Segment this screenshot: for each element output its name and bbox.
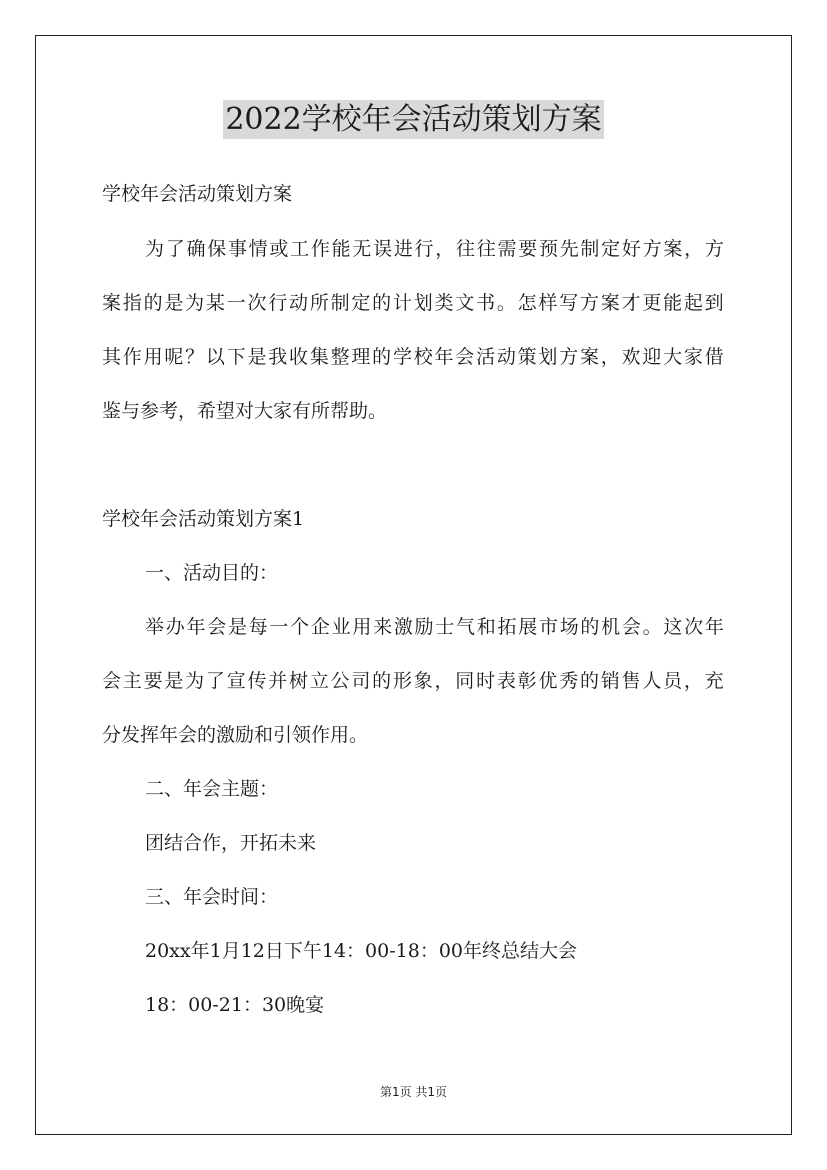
time-line-1: 20xx年1月12日下午14：00-18：00年终总结大会 [145,940,578,962]
heading-theme: 二、年会主题： [145,778,279,800]
document-title: 2022学校年会活动策划方案 [225,102,602,137]
purpose-line: 分发挥年会的激励和引领作用。 [102,724,369,746]
heading-time: 三、年会时间： [145,886,279,908]
purpose-line: 会 主 要 是 为 了 宣 传 并 树 立 公 司 的 形 象 ， 同 时 表 彰 优 秀 的 销 售 人 员 ， 充 [102,670,724,692]
page-footer: 第1页 共1页 [379,1085,448,1099]
intro-line: 案 指 的 是 为 某 一 次 行 动 所 制 定 的 计 划 类 文 书 。 怎 样 写 方 案 才 更 能 起 到 [102,292,724,314]
document-subtitle: 学校年会活动策划方案 [102,183,293,205]
intro-line: 为 了 确 保 事 情 或 工 作 能 无 误 进 行 ， 往 往 需 要 预 先 制 定 好 方 案 ， 方 [145,238,724,260]
section-title: 学校年会活动策划方案1 [102,508,305,530]
purpose-line: 举 办 年 会 是 每 一 个 企 业 用 来 激 励 士 气 和 拓 展 市 场 的 机 会 。 这 次 年 [145,616,724,638]
time-line-2: 18：00-21：30晚宴 [145,994,325,1016]
intro-line: 鉴与参考，希望对大家有所帮助。 [102,400,388,422]
theme-text: 团结合作，开拓未来 [145,832,317,854]
intro-line: 其 作 用 呢 ？ 以 下 是 我 收 集 整 理 的 学 校 年 会 活 动 策 划 方 案 ， 欢 迎 大 家 借 [102,346,724,368]
heading-purpose: 一、活动目的： [145,562,279,584]
document-title-wrap [0,100,827,140]
